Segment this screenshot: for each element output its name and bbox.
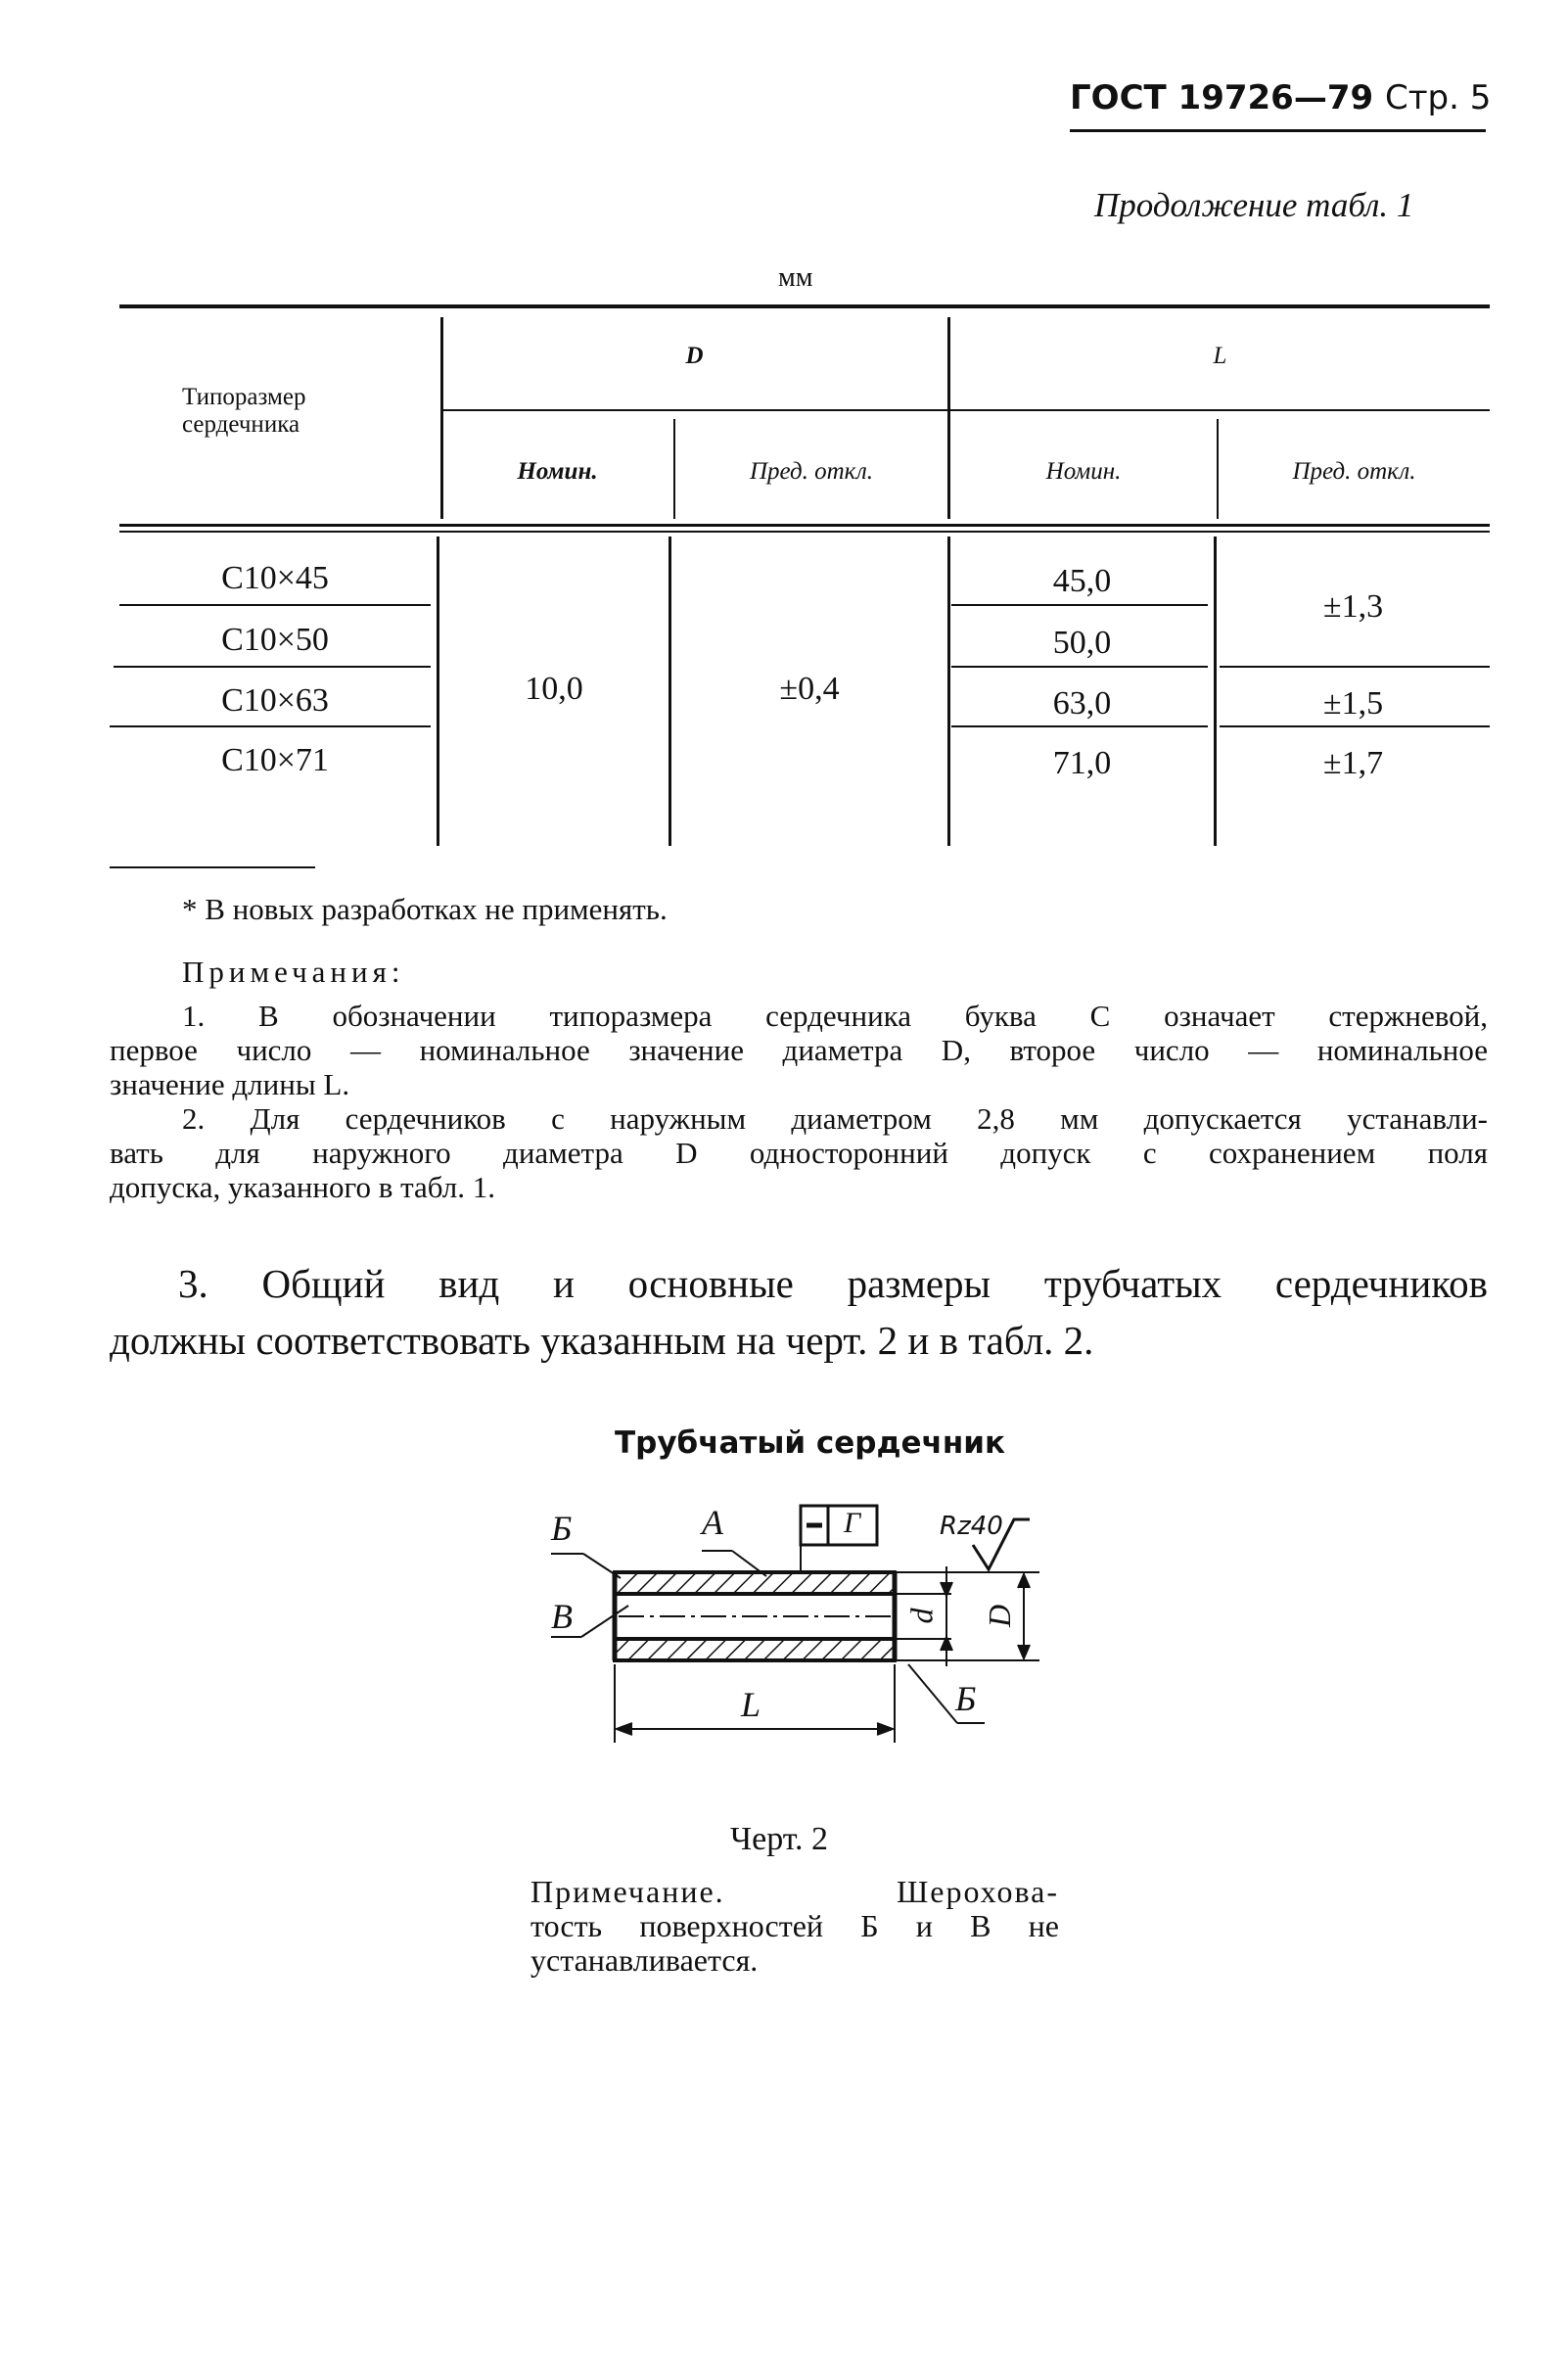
page-number: Стр. 5 bbox=[1385, 78, 1492, 117]
standard-number: ГОСТ 19726—79 bbox=[1070, 78, 1374, 117]
D-nominal-value: 10,0 bbox=[525, 671, 583, 707]
table-units: мм bbox=[778, 262, 813, 293]
core-body bbox=[615, 1572, 895, 1660]
table-continuation: Продолжение табл. 1 bbox=[1094, 186, 1414, 224]
subheader-D-nominal: Номин. bbox=[517, 458, 598, 485]
L-tolerance-value: ±1,7 bbox=[1322, 745, 1384, 781]
subheader-L-nominal: Номин. bbox=[1045, 458, 1122, 485]
L-nominal-value: 45,0 bbox=[1052, 563, 1112, 599]
drawing-note-line-2: тость поверхностей Б и В не bbox=[530, 1908, 1059, 1943]
L-nominal-value: 50,0 bbox=[1052, 625, 1112, 661]
notes-title: Примечания: bbox=[182, 955, 405, 989]
footnote: * В новых разработках не применять. bbox=[182, 892, 668, 926]
label-G: Г bbox=[844, 1507, 861, 1539]
roughness-label: Rz40 bbox=[940, 1512, 1003, 1541]
note-1-line-1: 1. В обозначении типоразмера сердечника буква С означает стержневой, bbox=[182, 999, 1488, 1033]
drawing-note-line-1: Примечание. Шерохова- bbox=[530, 1874, 1059, 1909]
section-3-line-1: 3. Общий вид и основные размеры трубчатых сердечников bbox=[178, 1261, 1488, 1306]
note-2-line-1: 2. Для сердечников с наружным диаметром 2,8 мм допускается устанавли- bbox=[182, 1101, 1488, 1136]
dim-d-label: d bbox=[903, 1608, 940, 1624]
col-header-type: Типоразмер сердечника bbox=[182, 384, 306, 438]
row-type: С10×45 bbox=[221, 560, 329, 596]
drawing-title: Трубчатый сердечник bbox=[615, 1425, 1006, 1461]
note-2-line-2: вать для наружного диаметра D односторонний допуск с сохранением поля bbox=[110, 1136, 1488, 1170]
note-2-line-3: допуска, указанного в табл. 1. bbox=[110, 1170, 495, 1204]
label-A: А bbox=[702, 1503, 723, 1542]
subheader-D-tolerance: Пред. откл. bbox=[749, 458, 874, 485]
drawing-note-line-3: устанавливается. bbox=[530, 1942, 759, 1978]
label-B-top: Б bbox=[551, 1509, 573, 1548]
L-tolerance-value: ±1,3 bbox=[1322, 588, 1384, 625]
dim-D-label: D bbox=[982, 1604, 1018, 1628]
row-type: С10×71 bbox=[221, 742, 329, 778]
drawing-caption: Черт. 2 bbox=[730, 1821, 829, 1857]
section-3-line-2: должны соответствовать указанным на черт. 2 и в табл. 2. bbox=[110, 1318, 1094, 1363]
drawing-note bbox=[530, 1875, 1059, 1978]
L-nominal-value: 71,0 bbox=[1052, 745, 1112, 781]
row-type: С10×63 bbox=[221, 682, 329, 719]
D-tolerance-value: ±0,4 bbox=[779, 671, 840, 707]
col-header-L: L bbox=[1213, 343, 1227, 369]
col-header-D: D bbox=[685, 343, 704, 369]
L-tolerance-value: ±1,5 bbox=[1322, 685, 1384, 722]
note-1-line-3: значение длины L. bbox=[110, 1067, 350, 1101]
subheader-L-tolerance: Пред. откл. bbox=[1292, 458, 1416, 485]
label-V: В bbox=[551, 1597, 573, 1636]
dim-L-label: L bbox=[741, 1685, 761, 1724]
note-1-line-2: первое число — номинальное значение диаметра D, второе число — номинальное bbox=[110, 1033, 1488, 1067]
row-type: С10×50 bbox=[221, 622, 329, 658]
label-B-bottom: Б bbox=[955, 1679, 977, 1718]
L-nominal-value: 63,0 bbox=[1052, 685, 1112, 722]
